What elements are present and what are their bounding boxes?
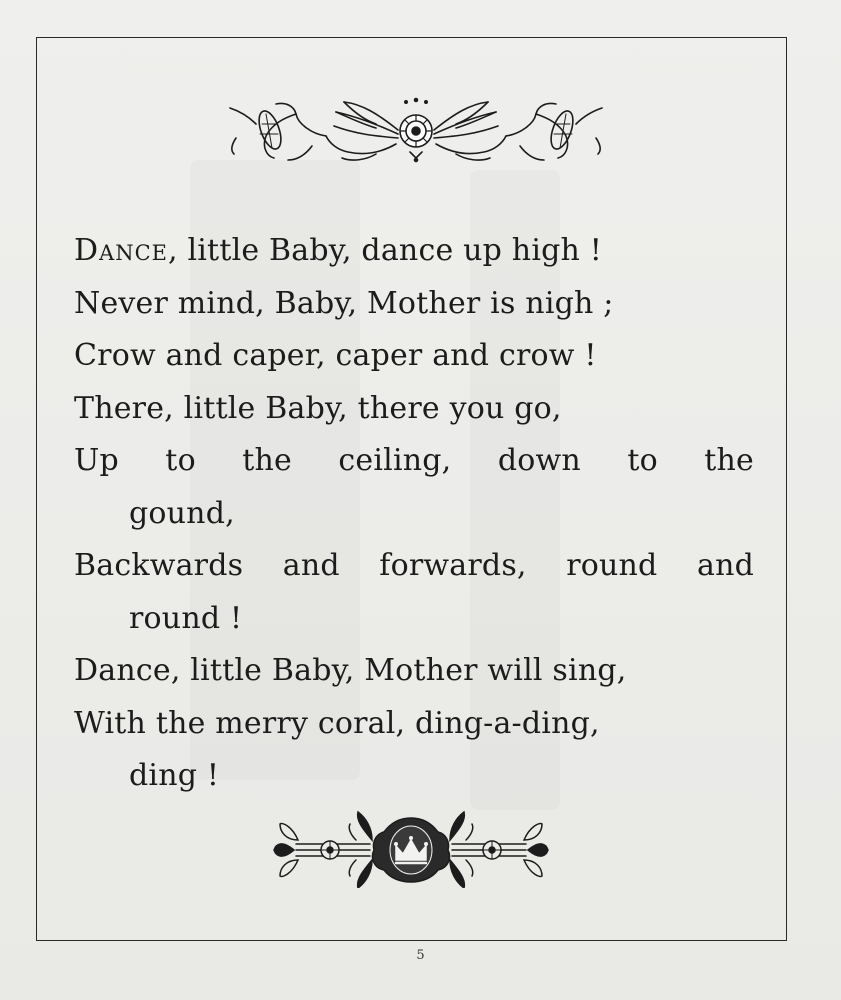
poem-line-continuation: round ! <box>129 600 243 636</box>
poem-first-word: Dance <box>74 233 168 268</box>
poem-line: There, little Baby, there you go, <box>74 390 562 426</box>
poem-line <box>74 225 754 278</box>
poem-line: With the merry coral, ding-a-ding, <box>74 705 600 741</box>
page-number: 5 <box>416 948 425 963</box>
poem-line-continuation: gound, <box>129 495 235 531</box>
poem-line: Crow and caper, caper and crow ! <box>74 338 597 373</box>
poem-line: Dance, little Baby, Mother will sing, <box>74 653 627 688</box>
crown-floral-ornament-icon <box>272 810 550 888</box>
floral-scroll-ornament-icon <box>226 94 606 168</box>
poem-line: Never mind, Baby, Mother is nigh ; <box>74 285 614 321</box>
poem-first-line-rest: , little Baby, dance up high ! <box>168 233 603 268</box>
poem-line: Backwards and forwards, round and <box>74 548 754 583</box>
poem-line-continuation: ding ! <box>129 758 220 793</box>
poem <box>74 225 754 803</box>
poem-line: Up to the ceiling, down to the <box>74 443 754 478</box>
